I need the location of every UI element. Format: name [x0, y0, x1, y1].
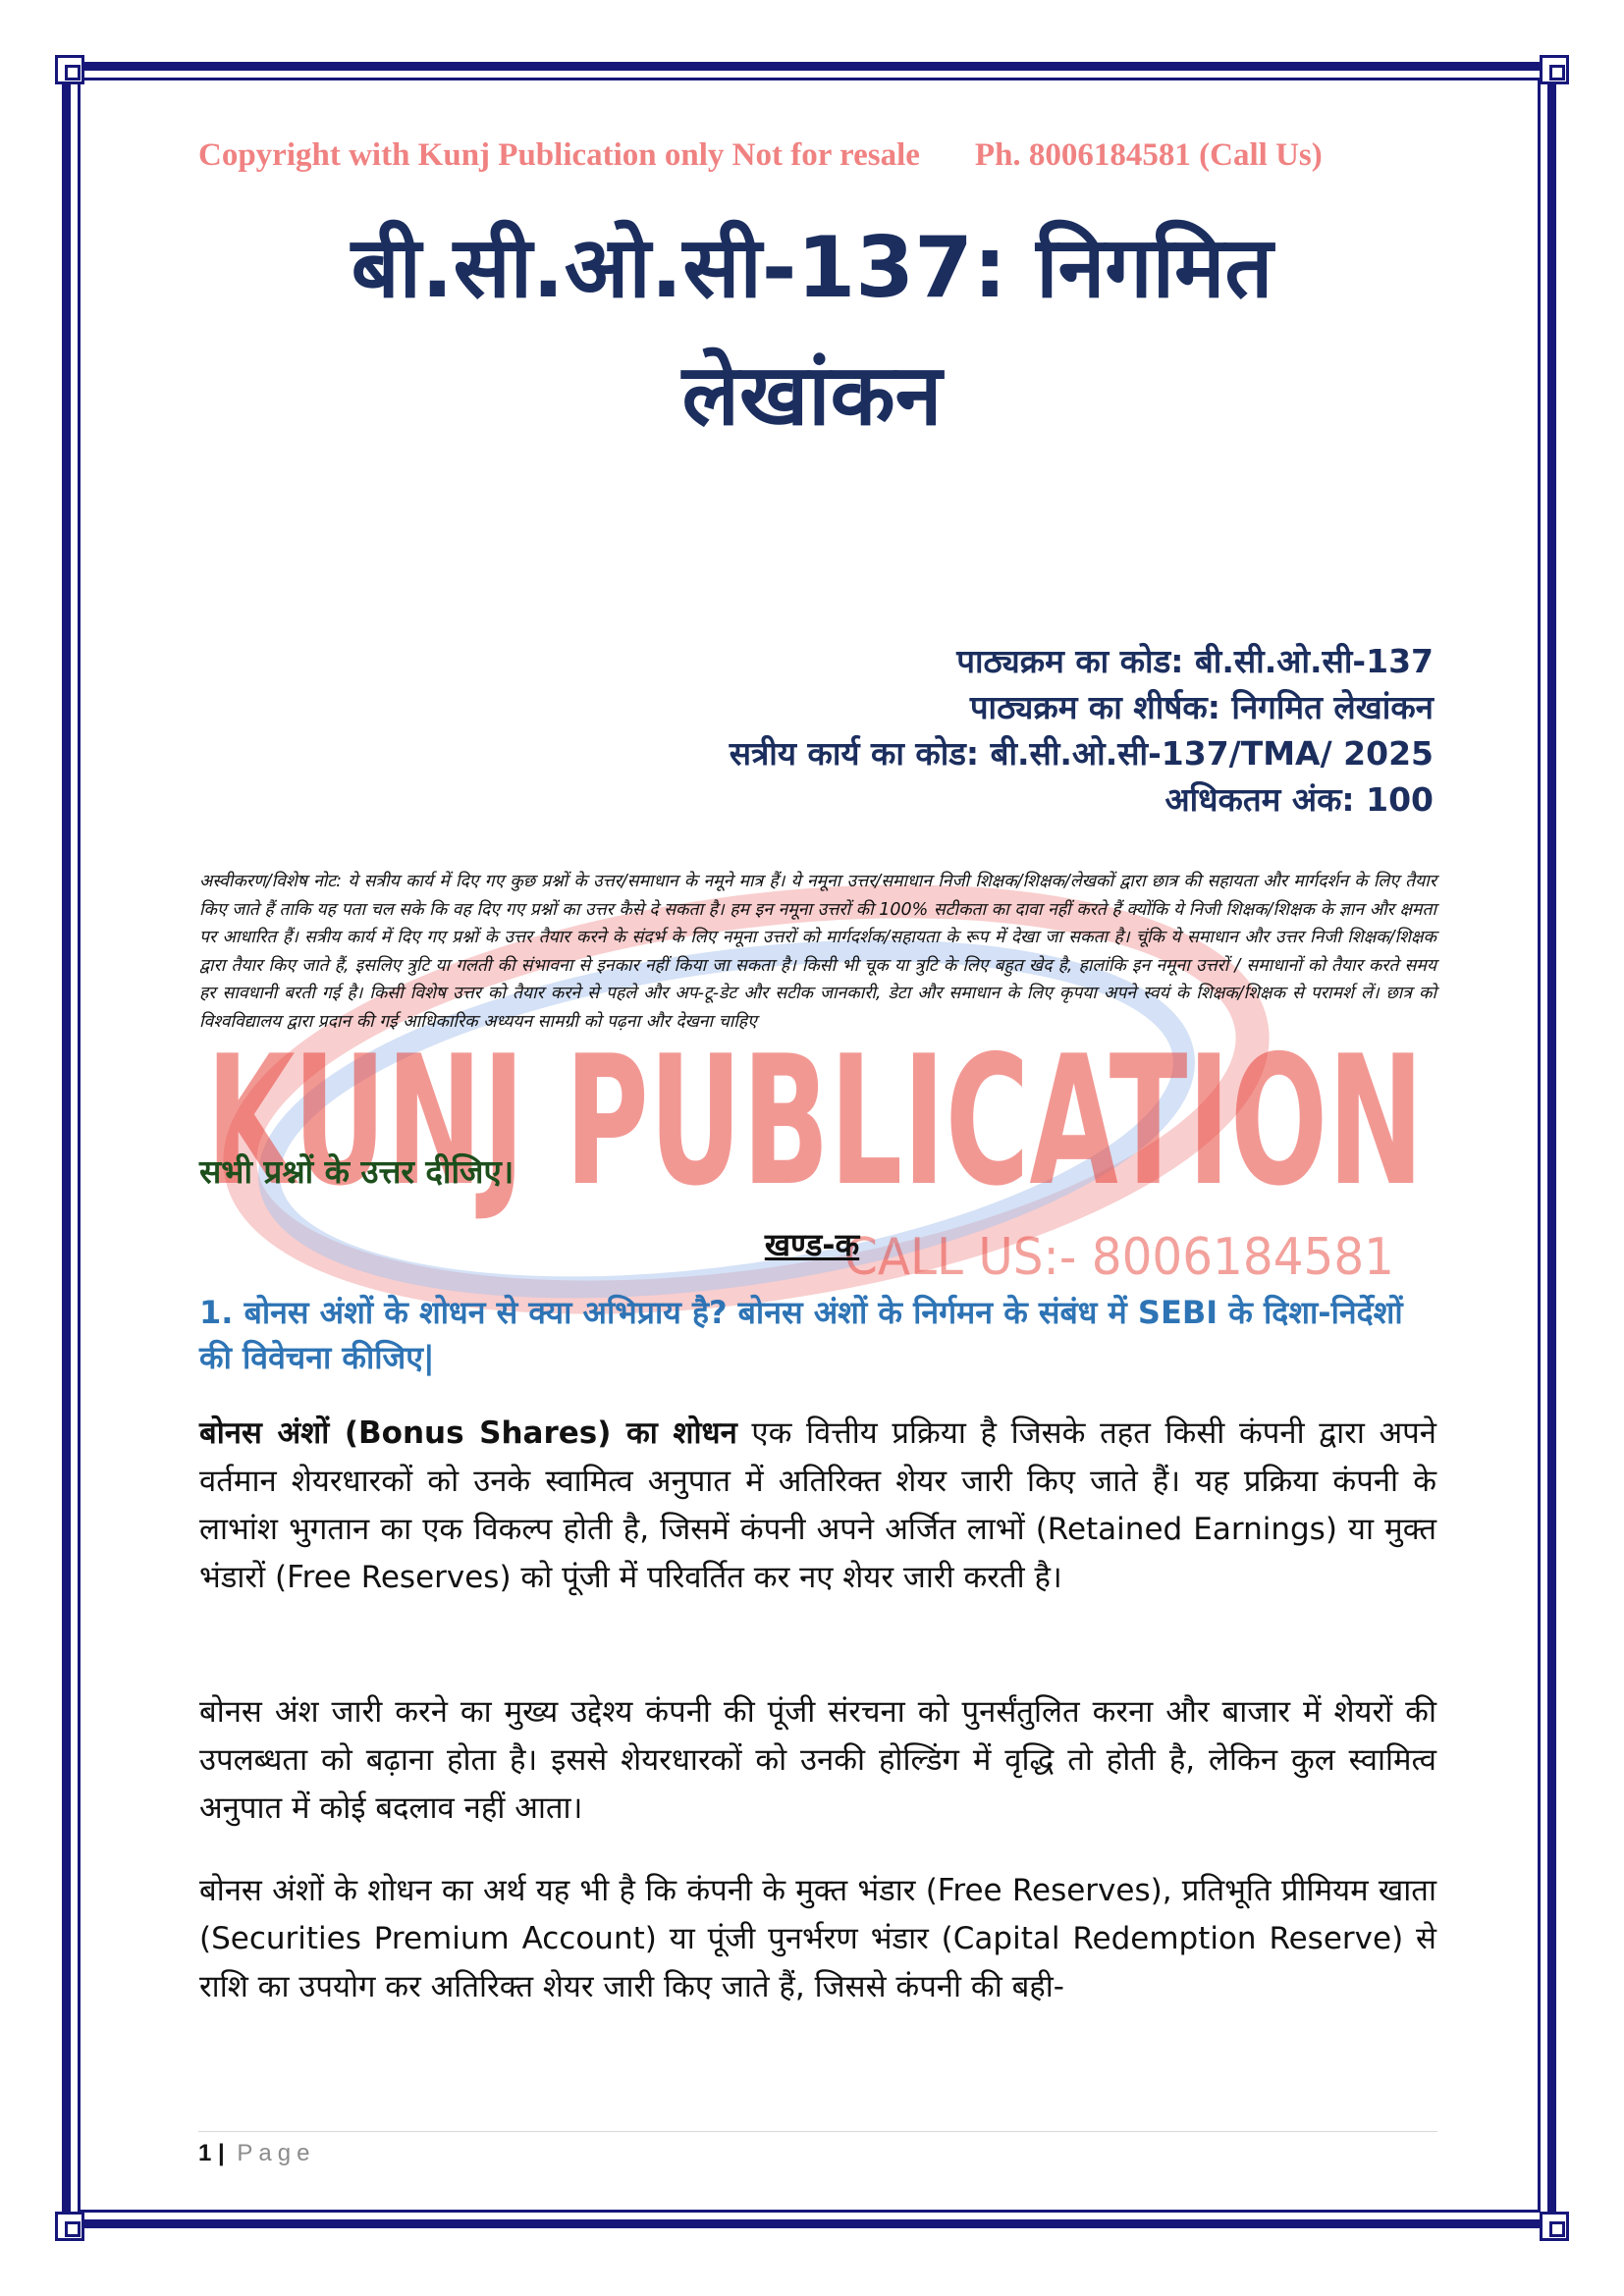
course-title: पाठ्यक्रम का शीर्षक: निगमित लेखांकन — [969, 688, 1434, 726]
title-line-1: बी.सी.ओ.सी-137: निगमित — [351, 219, 1273, 317]
border-corner-ornament — [55, 55, 84, 84]
contact-phone: Ph. 8006184581 (Call Us) — [974, 137, 1323, 173]
instructions: सभी प्रश्नों के उत्तर दीजिए। — [199, 1152, 514, 1191]
border-corner-ornament — [1540, 55, 1569, 84]
assignment-code: सत्रीय कार्य का कोड: बी.सी.ओ.सी-137/TMA/ 2025 — [729, 734, 1434, 773]
answer-paragraph-1-lead: बोनस अंशों (Bonus Shares) का शोधन — [199, 1415, 737, 1451]
answer-paragraph-1-body: एक वित्तीय प्रक्रिया है जिसके तहत किसी कंपनी द्वारा अपने वर्तमान शेयरधारकों को उनके स्वामित्व अनुपात में अतिरिक्त शेयर जारी किए जाते हैं। यह प्रक्रिया कंपनी के लाभांश भुगतान का एक विकल्प होती है, जिसमें कंपनी अपने अर्जित लाभों (Retained Earnings) या मुक्त भंडारों (Free Reserves) को पूंजी में परिवर्तित कर नए शेयर जारी करती है। — [199, 1415, 1436, 1595]
page-footer — [198, 2140, 315, 2167]
border-corner-ornament — [55, 2212, 84, 2241]
watermark-brand: KUNJ PUBLICATION — [206, 1017, 1424, 1225]
document-title — [157, 204, 1467, 459]
answer-paragraph-3: बोनस अंशों के शोधन का अर्थ यह भी है कि कंपनी के मुक्त भंडार (Free Reserves), प्रतिभूति प्रीमियम खाता (Securities Premium Account) या पूंजी पुनर्भरण भंडार (Capital Redemption Reserve) से राशि का उपयोग कर अतिरिक्त शेयर जारी किए जाते हैं, जिससे कंपनी की बही- — [199, 1873, 1436, 2004]
page-label: Page — [237, 2140, 316, 2166]
section-heading: खण्ड-क — [764, 1226, 860, 1263]
course-meta — [730, 638, 1434, 823]
disclaimer-note: अस्वीकरण/विशेष नोट: ये सत्रीय कार्य में दिए गए कुछ प्रश्नों के उत्तर/समाधान के नमूने मात्र हैं। ये नमूना उत्तर/समाधान निजी शिक्षक/शिक्षक/लेखकों द्वारा छात्र की सहायता और मार्गदर्शन के लिए तैयार किए जाते हैं ताकि यह पता चल सके कि वह दिए गए प्रश्नों का उत्तर कैसे दे सकता है। हम इन नमूना उत्तरों की 100% सटीकता का दावा नहीं करते हैं क्योंकि ये निजी शिक्षक/शिक्षक के ज्ञान और क्षमता पर आधारित हैं। सत्रीय कार्य में दिए गए प्रश्नों के उत्तर तैयार करने के संदर्भ के लिए नमूना उत्तरों को मार्गदर्शक/सहायता के रूप में देखा जा सकता है। चूंकि ये समाधान और उत्तर निजी शिक्षक/शिक्षक द्वारा तैयार किए जाते हैं, इसलिए त्रुटि या गलती की संभावना से इनकार नहीं किया जा सकता है। किसी भी चूक या त्रुटि के लिए बहुत खेद है, हालांकि इन नमूना उत्तरों / समाधानों को तैयार करते समय हर सावधानी बरती गई है। किसी विशेष उत्तर को तैयार करने से पहले और अप-टू-डेट और सटीक जानकारी, डेटा और समाधान के लिए कृपया अपने स्वयं के शिक्षक/शिक्षक से परामर्श लें। छात्र को विश्वविद्यालय द्वारा प्रदान की गई आधिकारिक अध्ययन सामग्री को पढ़ना और देखना चाहिए — [199, 872, 1436, 1032]
title-line-2: लेखांकन — [681, 347, 943, 445]
question-1: 1. बोनस अंशों के शोधन से क्या अभिप्राय है? बोनस अंशों के निर्गमन के संबंध में SEBI के दिशा-निर्देशों की विवेचना कीजिए| — [199, 1294, 1403, 1376]
copyright-text: Copyright with Kunj Publication only Not for resale — [198, 137, 920, 173]
answer-paragraph-1 — [199, 1410, 1436, 1602]
watermark-call: CALL US:- 8006184581 — [844, 1228, 1394, 1287]
max-marks: अधिकतम अंक: 100 — [1164, 780, 1434, 819]
course-code: पाठ्यक्रम का कोड: बी.सी.ओ.सी-137 — [956, 642, 1434, 680]
page-number: 1 — [198, 2140, 212, 2166]
answer-paragraph-2: बोनस अंश जारी करने का मुख्य उद्देश्य कंपनी की पूंजी संरचना को पुनर्संतुलित करना और बाजार में शेयरों की उपलब्धता को बढ़ाना होता है। इससे शेयरधारकों को उनकी होल्डिंग में वृद्धि तो होती है, लेकिन कुल स्वामित्व अनुपात में कोई बदलाव नहीं आता। — [199, 1694, 1436, 1826]
footer-divider — [198, 2131, 1437, 2132]
copyright-header — [198, 137, 1435, 174]
border-corner-ornament — [1540, 2212, 1569, 2241]
footer-separator: | — [218, 2140, 225, 2166]
